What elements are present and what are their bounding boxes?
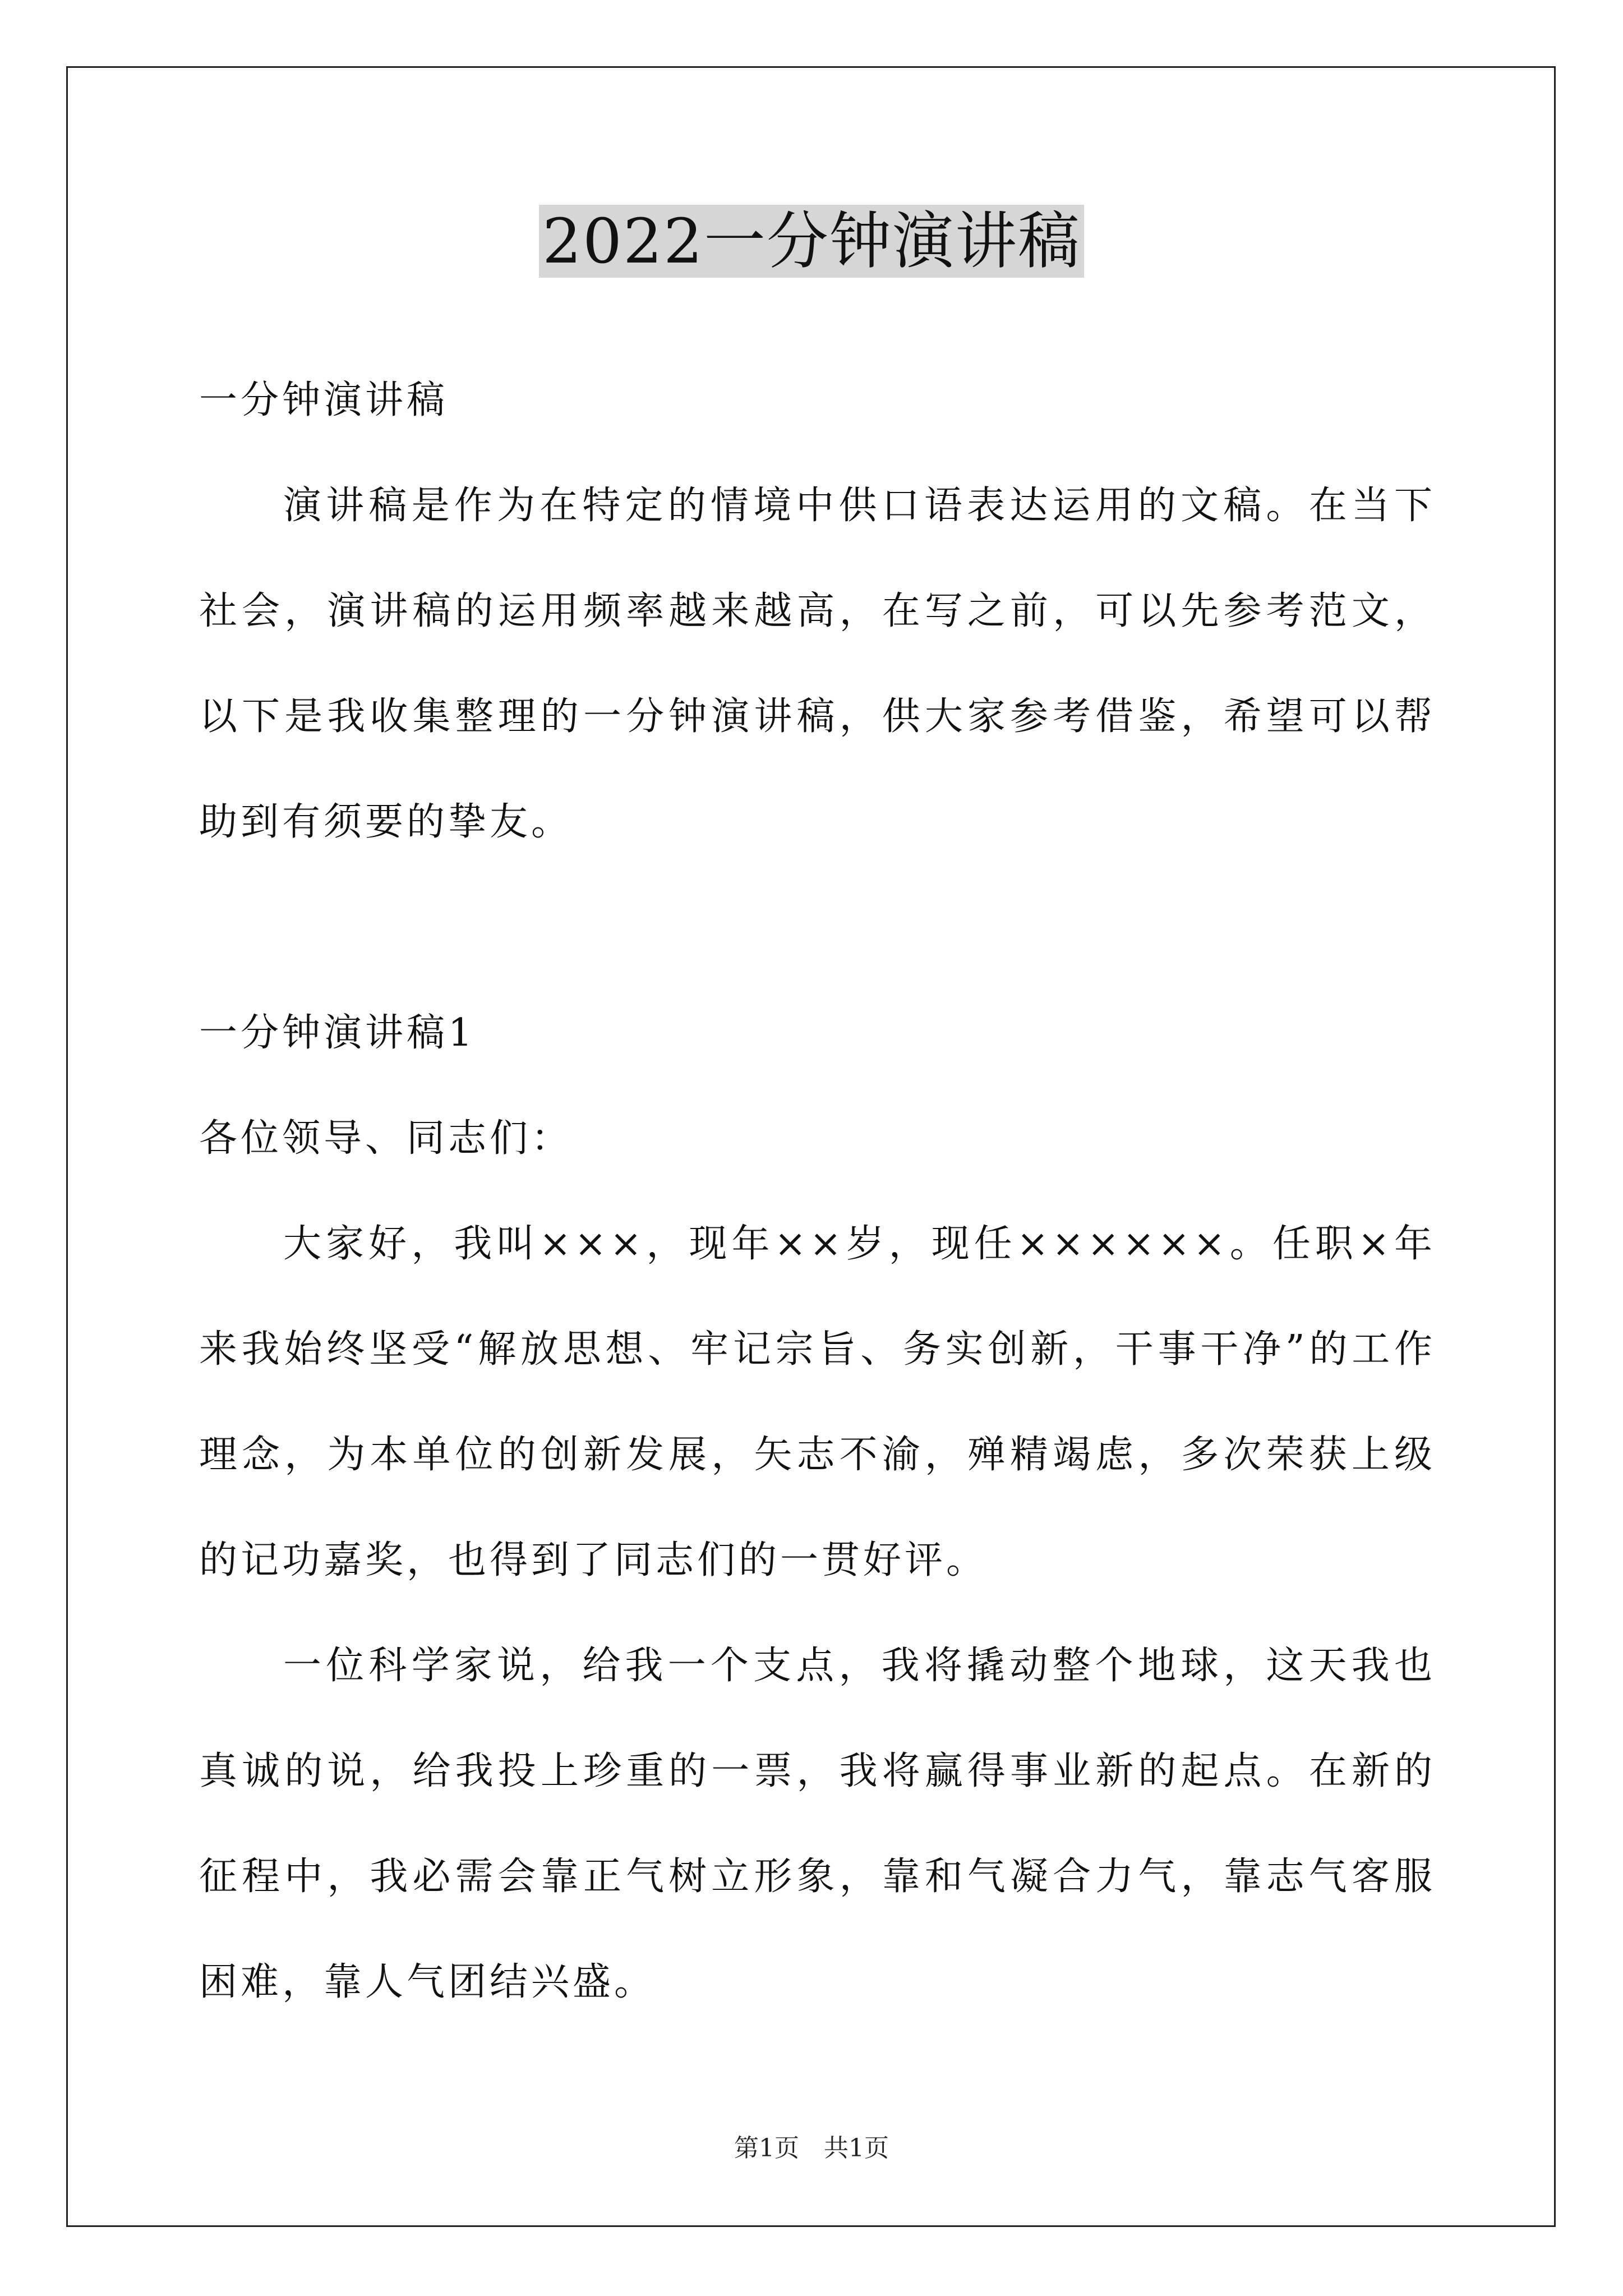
section-heading: 一分钟演讲稿1 [199, 1011, 476, 1055]
document-body [199, 348, 1436, 2035]
title-container [0, 205, 1623, 278]
page-footer [0, 2132, 1623, 2165]
page-number-label: 第1页 共1页 [734, 2134, 889, 2162]
body-paragraph-1: 大家好，我叫×××，现年××岁，现任××××××。任职×年来我始终坚受“解放思想、牢记宗旨、务实创新，干事干净”的工作理念，为本单位的创新发展，矢志不渝，殚精竭虑，多次荣获上级的记功嘉奖，也得到了同志们的一贯好评。 [199, 1222, 1436, 1582]
intro-paragraph: 演讲稿是作为在特定的情境中供口语表达运用的文稿。在当下社会，演讲稿的运用频率越来越高，在写之前，可以先参考范文，以下是我收集整理的一分钟演讲稿，供大家参考借鉴，希望可以帮助到有须要的挚友。 [199, 484, 1436, 844]
intro-heading: 一分钟演讲稿 [199, 378, 449, 422]
document-title: 2022一分钟演讲稿 [539, 205, 1084, 278]
body-paragraph-2: 一位科学家说，给我一个支点，我将撬动整个地球，这天我也真诚的说，给我投上珍重的一票，我将赢得事业新的起点。在新的征程中，我必需会靠正气树立形象，靠和气凝合力气，靠志气客服困难，靠人气团结兴盛。 [199, 1644, 1436, 2004]
salutation: 各位领导、同志们： [199, 1116, 573, 1161]
